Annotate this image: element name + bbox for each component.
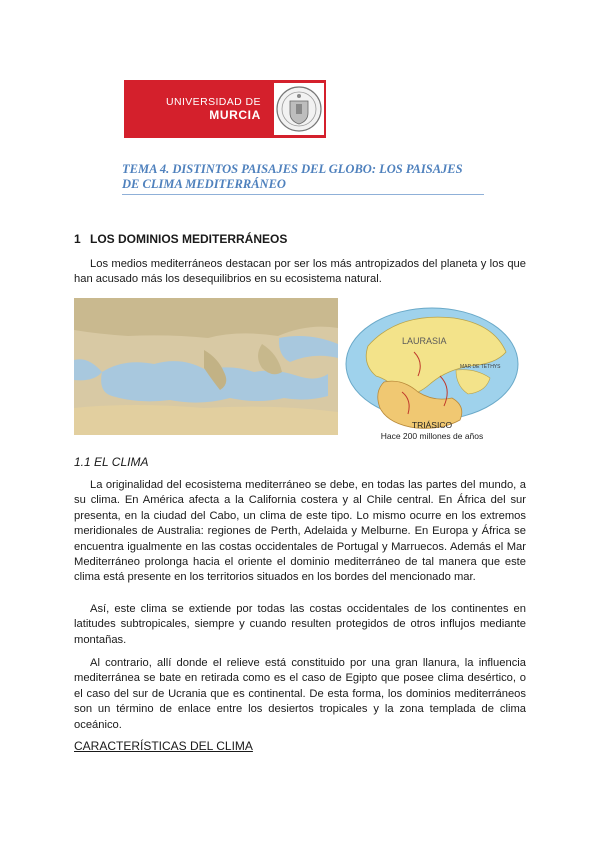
topic-title: TEMA 4. DISTINTOS PAISAJES DEL GLOBO: LOS PAISAJES DE CLIMA MEDITERRÁNEO (122, 162, 463, 191)
body-paragraph: La originalidad del ecosistema mediterráneo se debe, en todas las partes del mundo, a su clima. En América afecta a la California costera y al Chile central. En África del sur presenta, en la ciudad del Cabo, un clima de este tipo. Lo mismo ocurre en los extremos meridionales de Australia: regiones de Perth, Adelaida y Melburne. En Europa y África se encuentra igualmente en las costas occidentales de Portugal y Marruecos. Además el Mar Mediterráneo prolonga hacia el oriente el dominio mediterráneo de tal manera que este clima está presente en los territorios situados en los bordes del mencionado mar. (74, 479, 526, 584)
logo-text (166, 96, 261, 122)
logo-line-1: UNIVERSIDAD DE (166, 96, 261, 108)
university-seal-icon (274, 83, 324, 135)
intro-paragraph: Los medios mediterráneos destacan por ser los más antropizados del planeta y los que han acusado más los desequilibrios en su ecosistema natural. (74, 258, 526, 286)
climate-characteristics-heading: CARACTERÍSTICAS DEL CLIMA (74, 739, 253, 753)
pangea-label-tethys: MAR DE TETHYS (460, 364, 501, 370)
topic-divider (122, 194, 484, 195)
pangea-caption-period: TRIÁSICO (411, 420, 453, 430)
section-number: 1 (74, 232, 81, 246)
logo-line-2: MURCIA (209, 108, 261, 122)
body-paragraph: Al contrario, allí donde el relieve está constituido por una gran llanura, la influencia mediterránea se bate en retirada como es el caso de Egipto que posee clima desértico, o el caso del sur de Ucrania que es continental. De esta forma, los dominios mediterráneos son un término de enlace entre los desiertos tropicales y la zona templada de clima oceánico. (74, 657, 526, 731)
body-paragraph: Así, este clima se extiende por todas las costas occidentales de los continentes en latitudes subtropicales, siempre y cuando resulten protegidos de otros influjos mediante montañas. (74, 603, 526, 646)
pangea-globe-figure (344, 306, 520, 442)
section-heading (74, 232, 287, 246)
section-title: LOS DOMINIOS MEDITERRÁNEOS (90, 232, 288, 246)
pangea-caption-age: Hace 200 millones de años (380, 431, 484, 441)
subsection-title: 1.1 EL CLIMA (74, 455, 149, 469)
university-logo (124, 80, 326, 138)
mediterranean-map (74, 298, 338, 435)
pangea-label-laurasia: LAURASIA (402, 336, 447, 346)
